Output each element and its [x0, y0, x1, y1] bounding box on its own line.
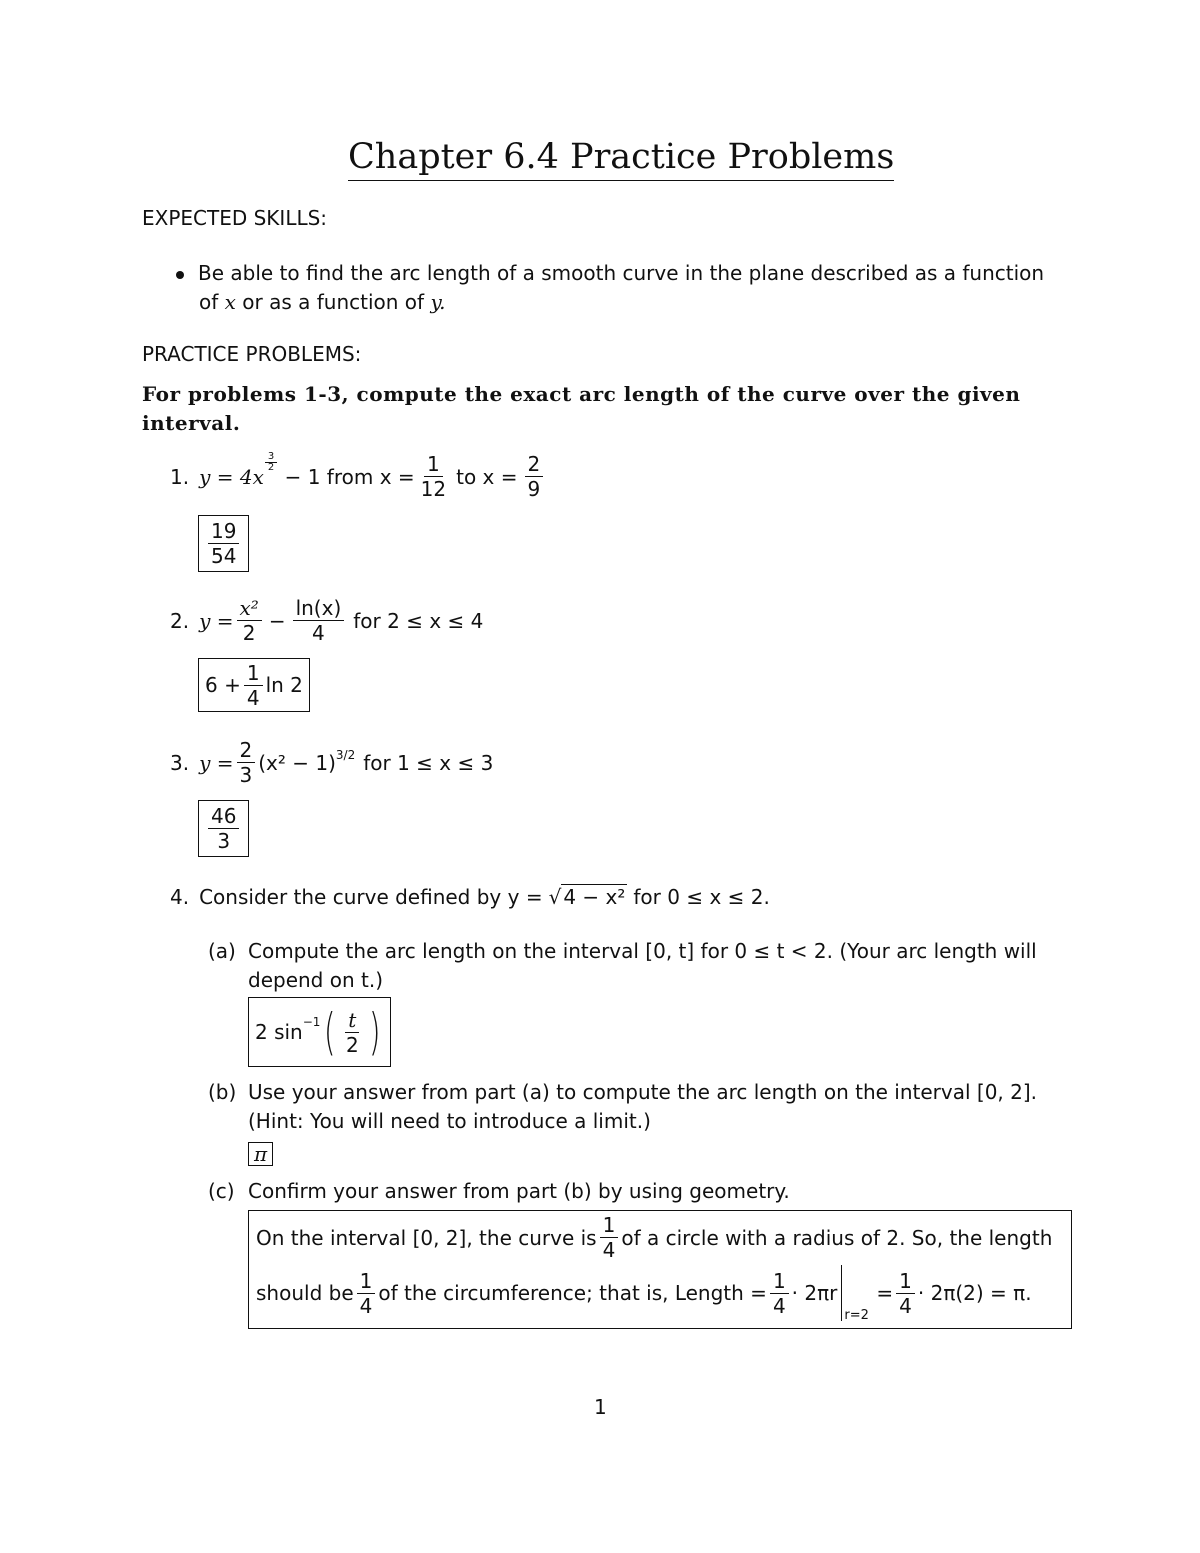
left-paren-icon: ( [324, 1003, 337, 1061]
equation-text: y = 4x [199, 464, 264, 489]
evaluation-bar [841, 1265, 876, 1321]
page-number: 1 [594, 1395, 607, 1419]
answer-box-4c [248, 1210, 1072, 1329]
problem-number: 4. [170, 885, 190, 909]
problem-number: 1. [170, 464, 190, 489]
exponent-fraction: $\frac{3}{2}$ [265, 452, 277, 473]
equation-text: − [268, 608, 286, 633]
answer-fraction: $\frac{t}{2}$ [345, 1007, 359, 1057]
answer-text: 2 sin [255, 1020, 303, 1044]
square-root [549, 884, 628, 909]
instruction-line-2: interval. [142, 411, 241, 435]
bullet-icon [176, 271, 184, 279]
part-c-label: (c) [208, 1179, 235, 1203]
problem-2 [170, 596, 483, 645]
evaluation-subscript: r=2 [844, 1308, 869, 1323]
equation-text: to x = [456, 464, 518, 489]
answer-text: should be [256, 1281, 354, 1305]
instruction-line-1: For problems 1-3, compute the exact arc length of the curve over the given [142, 382, 1021, 406]
answer-fraction: $\frac{1}{4}$ [357, 1269, 376, 1318]
radicand: 4 − x² [563, 885, 626, 909]
term2-fraction: $\frac{\ln(x)}{4}$ [293, 596, 345, 645]
answer-4c-line-1 [256, 1213, 1052, 1262]
term1-fraction: $\frac{\text{x²}}{2}$ [237, 596, 262, 645]
answer-4c-line-2 [256, 1265, 1032, 1321]
answer-text: = [876, 1281, 894, 1305]
answer-fraction: $\frac{1}{4}$ [896, 1269, 915, 1318]
part-b-label: (b) [208, 1080, 237, 1104]
answer-text: On the interval [0, 2], the curve is [256, 1225, 597, 1250]
part-b-line-1: Use your answer from part (a) to compute the arc length on the interval [0, 2]. [248, 1080, 1038, 1104]
skill-item [176, 261, 1044, 285]
answer-box-1 [198, 515, 249, 572]
answer-fraction: $\frac{1}{4}$ [244, 661, 263, 710]
answer-box-3 [198, 800, 249, 857]
answer-text: · 2π(2) = π. [917, 1281, 1032, 1305]
answer-box-4a [248, 997, 391, 1067]
exponent: 3/2 [335, 748, 356, 762]
exponent: −1 [302, 1015, 321, 1029]
skill-line-1: Be able to find the arc length of a smooth curve in the plane described as a function [198, 261, 1045, 285]
skill-text: of [199, 290, 219, 314]
equation-text: (x² − 1) [258, 750, 336, 775]
part-c-line-1: Confirm your answer from part (b) by using geometry. [248, 1179, 790, 1203]
skill-var-x: x [224, 290, 236, 314]
coefficient-fraction: $\frac{2}{3}$ [237, 738, 256, 787]
problem-number: 3. [170, 750, 190, 775]
equation-text: y = [199, 750, 234, 775]
answer-text: 6 + [205, 673, 241, 697]
problem-number: 2. [170, 608, 190, 633]
problem-4 [170, 884, 770, 909]
answer-text: of the circumference; that is, Length = [378, 1281, 767, 1305]
answer-fraction: $\frac{19}{54}$ [208, 519, 239, 568]
answer-box-4b: π [248, 1142, 273, 1166]
problem-3 [170, 738, 493, 787]
part-a-line-2: depend on t.) [248, 968, 383, 992]
part-b-line-2: (Hint: You will need to introduce a limit.) [248, 1109, 651, 1133]
expected-skills-heading: EXPECTED SKILLS: [142, 206, 328, 230]
answer-text: · 2πr [791, 1281, 838, 1305]
skill-var-y: y. [430, 290, 446, 314]
skill-text: or as a function of [242, 290, 425, 314]
problem-1 [170, 452, 546, 501]
to-fraction: $\frac{2}{9}$ [525, 452, 544, 501]
equation-text: − 1 from x = [278, 464, 415, 489]
right-paren-icon: ) [368, 1003, 381, 1061]
answer-text: of a circle with a radius of 2. So, the length [621, 1225, 1053, 1250]
part-a-line-1: Compute the arc length on the interval [0, t] for 0 ≤ t < 2. (Your arc length will [248, 939, 1037, 963]
answer-fraction: $\frac{1}{4}$ [770, 1269, 789, 1318]
page-title: Chapter 6.4 Practice Problems [348, 136, 894, 181]
part-a-label: (a) [208, 939, 236, 963]
equation-text: y = [199, 608, 234, 633]
equation-text: for 0 ≤ x ≤ 2. [633, 885, 770, 909]
answer-fraction: $\frac{1}{4}$ [600, 1213, 619, 1262]
answer-text: ln 2 [265, 673, 303, 697]
skill-line-2 [199, 290, 445, 314]
answer-box-2 [198, 658, 310, 712]
equation-text: for 2 ≤ x ≤ 4 [353, 608, 484, 633]
equation-text: Consider the curve defined by y = [199, 885, 543, 909]
practice-heading: PRACTICE PROBLEMS: [142, 342, 362, 366]
answer-fraction: $\frac{46}{3}$ [208, 804, 239, 853]
equation-text: for 1 ≤ x ≤ 3 [363, 750, 494, 775]
radical-icon: √ [548, 885, 562, 909]
from-fraction: $\frac{1}{12}$ [420, 452, 447, 501]
